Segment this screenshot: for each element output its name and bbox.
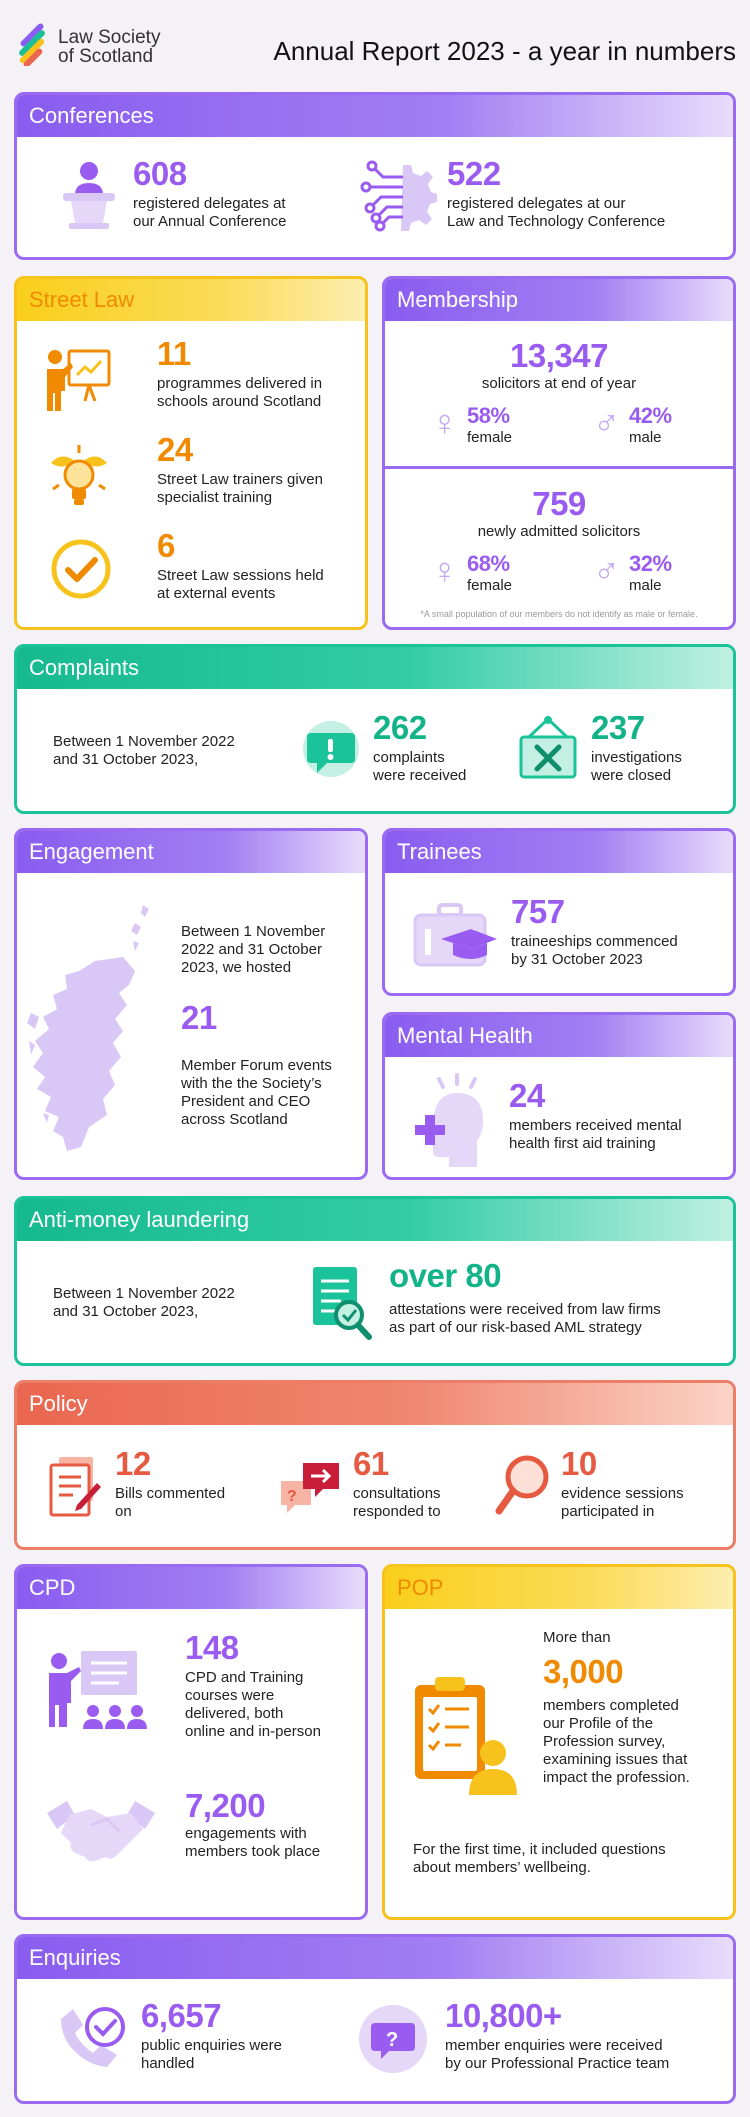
report-title: Annual Report 2023 (273, 36, 505, 66)
engagement-line-3: President and CEO (181, 1093, 311, 1110)
logo-line-1: Law Society (58, 27, 161, 48)
female-icon: ♀ (431, 402, 458, 443)
conferences-card (14, 92, 736, 260)
law-society-logo-icon (12, 18, 60, 66)
svg-text:?: ? (287, 1488, 297, 1505)
street-law-card (14, 276, 368, 630)
membership-new-female-label: female (467, 577, 513, 594)
trainees-text (511, 933, 678, 969)
trainees-title: Trainees (385, 831, 733, 873)
aml-text (389, 1301, 661, 1337)
policy-item-3-text (561, 1485, 684, 1521)
membership-card (382, 276, 736, 630)
question-bubble-icon (357, 2003, 429, 2075)
membership-total-value: 13,347 (510, 337, 608, 374)
membership-total-male-pct: 42% (629, 403, 672, 428)
mental-health-card (382, 1012, 736, 1180)
pop-line-3: Profession survey, (543, 1733, 666, 1750)
membership-total-female-pct: 58% (467, 403, 510, 428)
street-law-item-1-value: 11 (157, 335, 191, 372)
complaints-received-line-2: were received (373, 767, 467, 784)
cpd-courses-line-3: delivered, both (185, 1705, 284, 1722)
complaints-closed-value: 237 (591, 709, 645, 746)
pop-footnote-line-2: about members’ wellbeing. (413, 1859, 591, 1876)
trainees-card (382, 828, 736, 996)
male-icon: ♂ (593, 550, 620, 591)
complaints-period-line-2: and 31 October 2023, (53, 751, 199, 768)
pop-card (382, 1564, 736, 1920)
enquiries-public-value: 6,657 (141, 1997, 222, 2034)
policy-card (14, 1380, 736, 1550)
membership-new-value: 759 (532, 485, 586, 522)
complaints-closed-line-1: investigations (591, 749, 682, 766)
speech-arrow-icon (277, 1459, 343, 1517)
cpd-engagements-line-1: engagements with (185, 1825, 307, 1842)
street-law-item-3-value: 6 (157, 527, 175, 564)
svg-text:?: ? (386, 2029, 399, 2051)
cpd-courses-value: 148 (185, 1629, 239, 1666)
handshake-icon (45, 1795, 157, 1867)
cpd-title: CPD (17, 1567, 365, 1609)
engagement-line-2: with the the Society’s (181, 1075, 322, 1092)
conference-b-text (447, 195, 665, 231)
street-law-item-2-line-2: specialist training (157, 489, 273, 506)
cpd-courses-line-2: courses were (185, 1687, 275, 1704)
policy-item-3-value: 10 (561, 1445, 597, 1482)
street-law-item-2-value: 24 (157, 431, 193, 468)
membership-total-female-label: female (467, 429, 513, 446)
conference-a-text (133, 195, 286, 231)
enquiries-member-value: 10,800+ (445, 1997, 562, 2034)
membership-new-female-pct: 68% (467, 551, 510, 576)
engagement-intro-line-3: 2023, we hosted (181, 959, 292, 976)
engagement-line-1: Member Forum events (181, 1057, 332, 1074)
aml-line-2: as part of our risk-based AML strategy (389, 1319, 642, 1336)
conference-b-line-1: registered delegates at our (447, 195, 626, 212)
enquiries-member-text (445, 2037, 669, 2073)
membership-new-text: newly admitted solicitors (477, 523, 641, 540)
policy-item-2-text (353, 1485, 441, 1521)
street-law-item-2-text (157, 471, 323, 507)
trainer-audience-icon (41, 1647, 159, 1743)
membership-divider (385, 466, 733, 469)
trainees-line-2: by 31 October 2023 (511, 951, 643, 968)
street-law-item-3-line-1: Street Law sessions held (157, 567, 324, 584)
enquiries-member-line-1: member enquiries were received (445, 2037, 663, 2054)
membership-total-text: solicitors at end of year (481, 375, 637, 392)
logo-text (58, 28, 160, 66)
enquiries-public-line-2: handled (141, 2055, 195, 2072)
membership-new-male-pct: 32% (629, 551, 672, 576)
cpd-engagements-text (185, 1825, 320, 1861)
enquiries-public-line-1: public enquiries were (141, 2037, 282, 2054)
policy-title: Policy (17, 1383, 733, 1425)
engagement-value: 21 (181, 999, 217, 1036)
cpd-courses-line-4: online and in-person (185, 1723, 321, 1740)
cpd-engagements-value: 7,200 (185, 1787, 266, 1824)
conference-b-value: 522 (447, 155, 501, 192)
mental-health-value: 24 (509, 1077, 545, 1114)
pop-line-5: impact the profession. (543, 1769, 690, 1786)
street-law-item-1-text (157, 375, 322, 411)
enquiries-public-text (141, 2037, 282, 2073)
phone-check-icon (55, 2003, 131, 2079)
membership-footnote: *A small population of our members do not identify as male or female. (420, 609, 698, 619)
document-pen-icon (47, 1455, 103, 1519)
cpd-courses-line-1: CPD and Training (185, 1669, 304, 1686)
conference-a-line-2: our Annual Conference (133, 213, 287, 230)
pop-line-4: examining issues that (543, 1751, 688, 1768)
engagement-intro (181, 923, 325, 977)
complaints-closed-text (591, 749, 682, 785)
checkmark-circle-icon (49, 537, 113, 601)
complaints-title: Complaints (17, 647, 733, 689)
pop-title: POP (385, 1567, 733, 1609)
male-icon: ♂ (593, 402, 620, 443)
pop-text (543, 1697, 690, 1787)
street-law-item-2-line-1: Street Law trainers given (157, 471, 323, 488)
cpd-courses-text (185, 1669, 321, 1741)
membership-title: Membership (385, 279, 733, 321)
aml-period-line-1: Between 1 November 2022 (53, 1285, 235, 1302)
street-law-item-3-text (157, 567, 324, 603)
policy-item-1-value: 12 (115, 1445, 151, 1482)
policy-item-1-line-1: Bills commented (115, 1485, 226, 1502)
female-icon: ♀ (431, 550, 458, 591)
scotland-map-icon (23, 901, 173, 1161)
enquiries-card (14, 1934, 736, 2104)
street-law-title: Street Law (17, 279, 365, 321)
aml-period-line-2: and 31 October 2023, (53, 1303, 199, 1320)
policy-item-3-line-2: participated in (561, 1503, 655, 1520)
briefcase-graduation-icon (411, 901, 497, 971)
street-law-item-1-line-1: programmes delivered in (157, 375, 323, 392)
circuit-gear-icon (353, 157, 437, 233)
pop-footnote-line-1: For the first time, it included questions (413, 1841, 666, 1858)
conference-b-line-2: Law and Technology Conference (447, 213, 666, 230)
engagement-line-4: across Scotland (181, 1111, 288, 1128)
head-medical-cross-icon (411, 1069, 491, 1173)
mental-health-title: Mental Health (385, 1015, 733, 1057)
mental-health-line-1: members received mental (509, 1117, 682, 1134)
complaints-card (14, 644, 736, 814)
header (0, 0, 750, 88)
policy-item-3-line-1: evidence sessions (561, 1485, 684, 1502)
report-subtitle: - a year in numbers (504, 36, 736, 66)
trainees-value: 757 (511, 893, 565, 930)
pop-line-1: members completed (543, 1697, 679, 1714)
aml-title: Anti-money laundering (17, 1199, 733, 1241)
complaints-period-line-1: Between 1 November 2022 (53, 733, 235, 750)
closed-sign-icon (515, 715, 581, 783)
pop-value: 3,000 (543, 1653, 624, 1690)
policy-item-2-line-1: consultations (353, 1485, 441, 1502)
complaints-closed-line-2: were closed (591, 767, 672, 784)
conference-a-line-1: registered delegates at (133, 195, 286, 212)
aml-period (53, 1285, 235, 1321)
cpd-card (14, 1564, 368, 1920)
street-law-item-1-line-2: schools around Scotland (157, 393, 322, 410)
document-search-icon (307, 1263, 377, 1343)
page-title (273, 36, 736, 67)
engagement-title: Engagement (17, 831, 365, 873)
aml-card (14, 1196, 736, 1366)
magnifying-glass-icon (493, 1453, 553, 1519)
policy-item-1-text (115, 1485, 225, 1521)
clipboard-person-icon (409, 1673, 517, 1799)
pop-footnote (413, 1841, 666, 1877)
complaints-period (53, 733, 235, 769)
mental-health-line-2: health first aid training (509, 1135, 656, 1152)
enquiries-member-line-2: by our Professional Practice team (445, 2055, 670, 2072)
street-law-item-3-line-2: at external events (157, 585, 276, 602)
policy-item-2-value: 61 (353, 1445, 389, 1482)
policy-item-2-line-2: responded to (353, 1503, 441, 1520)
presenter-board-icon (39, 345, 113, 413)
speech-alert-icon (297, 719, 363, 783)
policy-item-1-line-2: on (115, 1503, 132, 1520)
complaints-received-value: 262 (373, 709, 427, 746)
complaints-received-text (373, 749, 466, 785)
pop-pre: More than (543, 1629, 611, 1646)
aml-value: over 80 (389, 1257, 502, 1294)
enquiries-title: Enquiries (17, 1937, 733, 1979)
conference-a-value: 608 (133, 155, 187, 192)
conferences-title: Conferences (17, 95, 733, 137)
engagement-card (14, 828, 368, 1180)
membership-new-male-label: male (629, 577, 662, 594)
cpd-engagements-line-2: members took place (185, 1843, 321, 1860)
pop-line-2: our Profile of the (543, 1715, 654, 1732)
logo-line-2: of Scotland (58, 46, 154, 67)
engagement-intro-line-1: Between 1 November (181, 923, 326, 940)
mental-health-text (509, 1117, 682, 1153)
trainees-line-1: traineeships commenced (511, 933, 678, 950)
membership-total-male-label: male (629, 429, 662, 446)
complaints-received-line-1: complaints (373, 749, 445, 766)
aml-line-1: attestations were received from law firms (389, 1301, 661, 1318)
lightbulb-leaf-icon (45, 441, 113, 511)
engagement-intro-line-2: 2022 and 31 October (181, 941, 322, 958)
engagement-text (181, 1057, 332, 1129)
lectern-speaker-icon (53, 159, 125, 231)
